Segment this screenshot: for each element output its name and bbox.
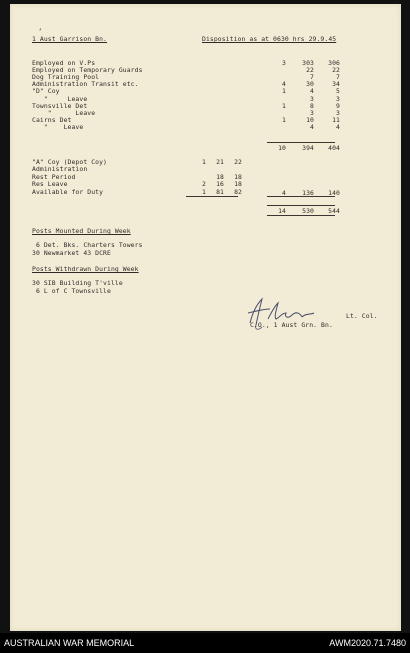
total-value-b: 394 [302, 144, 314, 152]
row-value-b: 303 [302, 59, 314, 67]
signatory-appointment: C.O., 1 Aust Grn. Bn. [250, 321, 333, 329]
row-label: Employed on Temporary Guards [32, 66, 143, 75]
total-value-a: 4 [282, 189, 286, 197]
row-value-c: 4 [336, 122, 340, 131]
posts-withdrawn-item: 6 L of C Townsville [32, 287, 111, 295]
posts-mounted-item: 6 Det. Bks. Charters Towers [32, 241, 143, 249]
total-value-b: 136 [302, 189, 314, 197]
row-label: Cairns Det [32, 115, 72, 124]
subtotal-rule [267, 142, 335, 143]
grand-total-rule-top [267, 205, 335, 206]
unit-heading: 1 Aust Garrison Bn. [32, 35, 108, 43]
row-value-c: 5 [336, 87, 340, 96]
row-label: Townsville Det [32, 101, 88, 110]
row-value-c: 3 [336, 108, 340, 117]
row-value-a: 1 [202, 158, 206, 166]
row-value-c: 11 [332, 115, 340, 124]
grand-total-rule-bottom [267, 215, 335, 216]
row-value-b: 22 [306, 66, 314, 75]
total-value-a: 14 [278, 207, 286, 215]
row-value-a: 1 [282, 101, 286, 110]
row-label: " Leave [32, 94, 88, 103]
row-value-c: 3 [336, 94, 340, 103]
row-value-a: 4 [282, 80, 286, 89]
row-value-b: 4 [310, 87, 314, 96]
row-value-c: 306 [328, 59, 340, 67]
row-value-a: 3 [282, 59, 286, 67]
posts-mounted-item: 30 Newmarket 43 DCRE [32, 249, 111, 257]
row-value-c: 22 [234, 158, 242, 166]
archive-reference: AWM2020.71.7480 [329, 638, 406, 648]
row-value-b: 30 [306, 80, 314, 89]
total-value-a: 10 [278, 144, 286, 152]
row-label: Rest Period [32, 172, 76, 181]
row-value-a: 1 [282, 87, 286, 96]
row-value-c: 7 [336, 73, 340, 82]
row-value-c: 18 [234, 180, 242, 189]
row-label: Available for Duty [32, 187, 104, 196]
row-value-a: 2 [202, 180, 206, 189]
row-label: Administration Transit etc. [32, 80, 139, 89]
row-label: Dog Training Pool [32, 73, 100, 82]
coy-total-rule [186, 196, 238, 197]
row-value-b: 4 [310, 122, 314, 131]
pencil-mark: ʼ [38, 28, 43, 36]
row-value-b: 21 [216, 158, 224, 166]
posts-mounted-title: Posts Mounted During Week [32, 227, 131, 235]
row-value-c: 9 [336, 101, 340, 110]
posts-withdrawn-item: 30 SIB Building T'ville [32, 279, 123, 287]
row-label: " Leave [32, 108, 96, 117]
document-page [10, 4, 401, 631]
row-value-b: 3 [310, 94, 314, 103]
row-value-a: 1 [202, 187, 206, 196]
row-value-b: 81 [216, 187, 224, 196]
row-label: " Leave [32, 122, 84, 131]
row-label: Administration [32, 165, 88, 174]
total-value-b: 530 [302, 207, 314, 215]
row-value-a: 1 [282, 115, 286, 124]
row-value-b: 3 [310, 108, 314, 117]
total-value-c: 140 [328, 189, 340, 197]
row-value-c: 34 [332, 80, 340, 89]
row-value-b: 10 [306, 115, 314, 124]
total-value-c: 544 [328, 207, 340, 215]
row-value-c: 18 [234, 172, 242, 181]
row-label: "A" Coy (Depot Coy) [32, 158, 108, 166]
signatory-rank: Lt. Col. [346, 312, 378, 320]
archive-footer [0, 633, 410, 653]
row-value-b: 8 [310, 101, 314, 110]
row-label: Employed on V.Ps [32, 59, 96, 67]
row-value-b: 18 [216, 172, 224, 181]
total-value-c: 404 [328, 144, 340, 152]
row-value-b: 7 [310, 73, 314, 82]
row-value-c: 22 [332, 66, 340, 75]
archive-name: AUSTRALIAN WAR MEMORIAL [4, 638, 135, 648]
row-value-c: 82 [234, 187, 242, 196]
row-label: "D" Coy [32, 87, 60, 96]
disposition-heading: Disposition as at 0630 hrs 29.9.45 [202, 35, 337, 43]
posts-withdrawn-title: Posts Withdrawn During Week [32, 265, 139, 273]
row-value-b: 16 [216, 180, 224, 189]
row-label: Res Leave [32, 180, 68, 189]
